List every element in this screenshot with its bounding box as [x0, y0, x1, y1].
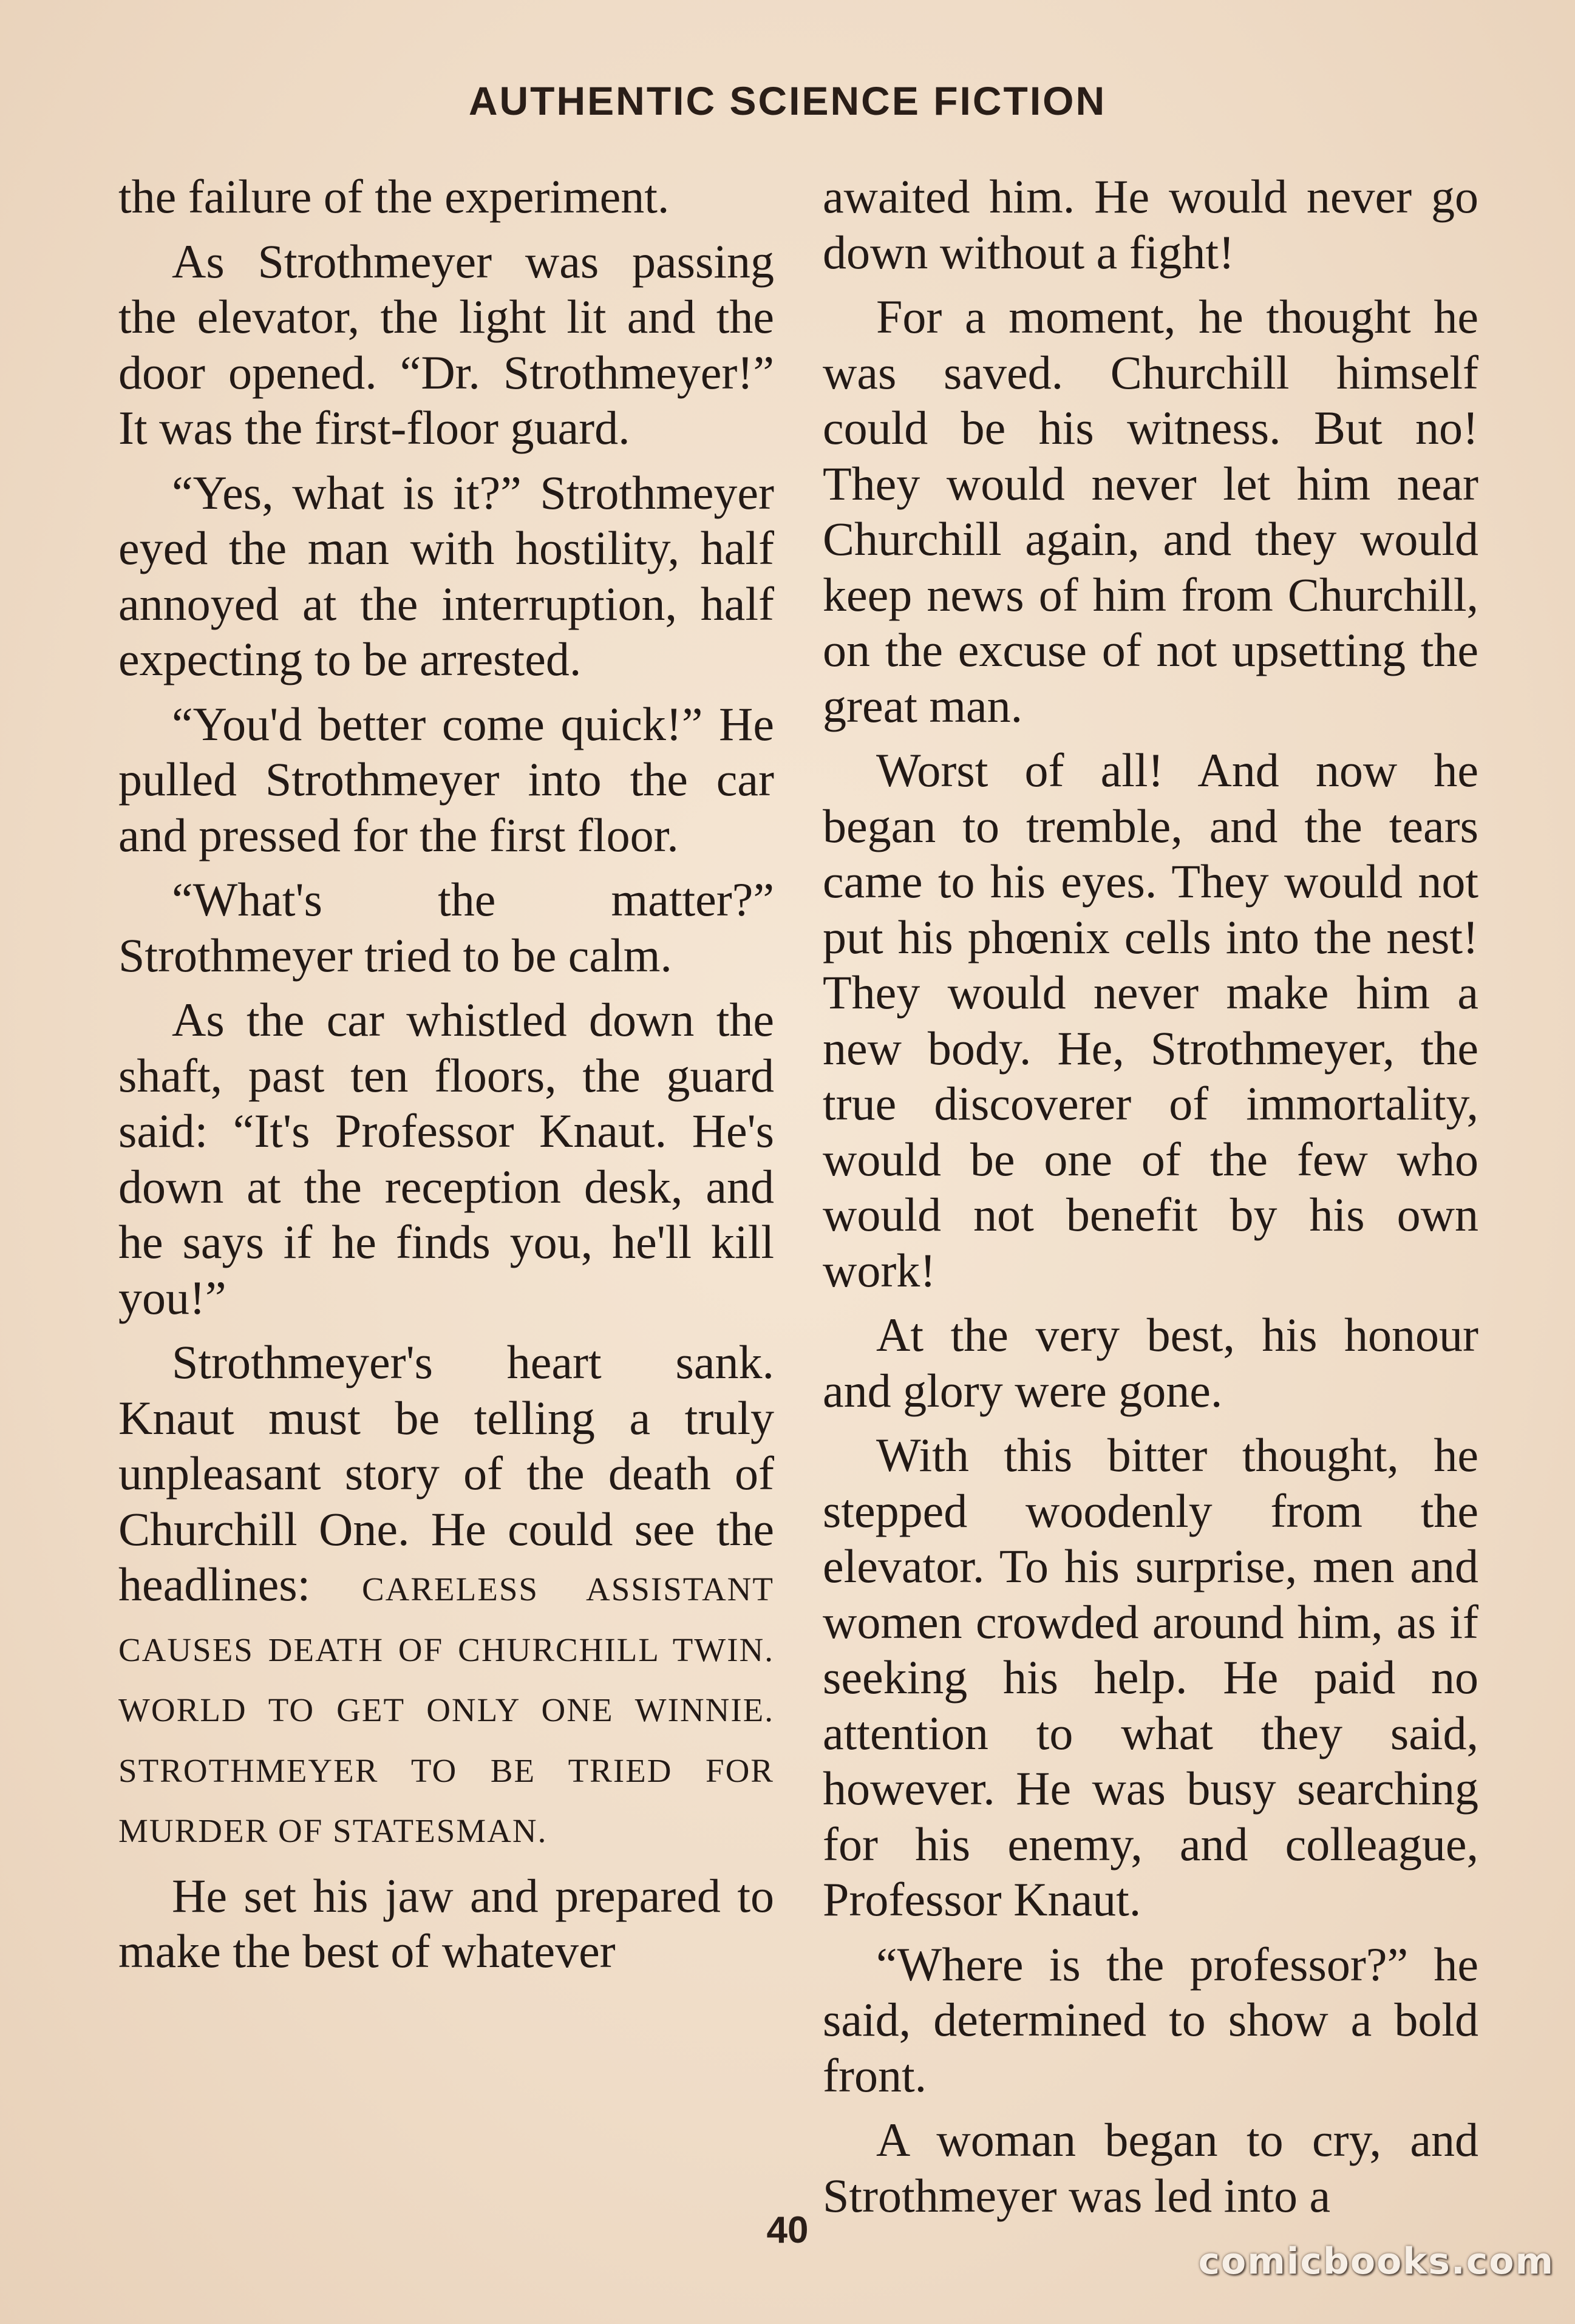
paragraph: “Yes, what is it?” Strothmeyer eyed the man with hostility, half annoyed at the interruption, half expecting to be arrested. — [118, 466, 774, 685]
paragraph: the failure of the experiment. — [118, 170, 670, 223]
paragraph: Worst of all! And now he began to tremble, and the tears came to his eyes. They would not put his phœnix cells into the nest! They would never make him a new body. He, Strothmeyer, the true discoverer of immortality, would be one of the few who would not benefit by his own work! — [823, 744, 1478, 1297]
paragraph: “What's the matter?” Strothmeyer tried to be calm. — [118, 873, 774, 982]
headline-smallcaps: CARELESS ASSISTANT CAUSES DEATH OF CHURCHILL TWIN. WORLD TO GET ONLY ONE WINNIE. STROTHMEYER TO BE TRIED FOR MURDER OF STATESMAN. — [118, 1571, 774, 1849]
paragraph: He set his jaw and prepared to make the best of whatever — [118, 1869, 774, 1977]
right-column — [823, 169, 1478, 2232]
left-column — [118, 169, 774, 1988]
paragraph: “Where is the professor?” he said, determined to show a bold front. — [823, 1937, 1478, 2102]
page-number: 40 — [766, 2209, 809, 2251]
paragraph: As Strothmeyer was passing the elevator, the light lit and the door opened. “Dr. Strothmeyer!” It was the first-floor guard. — [118, 234, 774, 454]
paragraph: For a moment, he thought he was saved. Churchill himself could be his witness. But no! They would never let him near Churchill again, and they would keep news of him from Churchill, on the excuse of not upsetting the great man. — [823, 290, 1478, 732]
paragraph: At the very best, his honour and glory were gone. — [823, 1308, 1478, 1417]
paragraph: “You'd better come quick!” He pulled Strothmeyer into the car and pressed for the first floor. — [118, 697, 774, 861]
paragraph: awaited him. He would never go down without a fight! — [823, 170, 1478, 279]
paragraph: With this bitter thought, he stepped woodenly from the elevator. To his surprise, men and women crowded around him, as if seeking his help. He paid no attention to what they said, however. He was busy searching for his enemy, and colleague, Professor Knaut. — [823, 1429, 1478, 1926]
watermark: comicbooks.com — [1198, 2240, 1554, 2283]
paragraph: A woman began to cry, and Strothmeyer was led into a — [823, 2113, 1478, 2222]
paragraph — [118, 1334, 774, 1859]
paragraph-text: Strothmeyer's heart sank. Knaut must be telling a truly unpleasant story of the death of Churchill One. He could see the headlines: — [118, 1336, 774, 1611]
running-header: AUTHENTIC SCIENCE FICTION — [468, 78, 1107, 123]
paragraph: As the car whistled down the shaft, past ten floors, the guard said: “It's Professor Knaut. He's down at the reception desk, and he says if he finds you, he'll kill you!” — [118, 993, 774, 1324]
